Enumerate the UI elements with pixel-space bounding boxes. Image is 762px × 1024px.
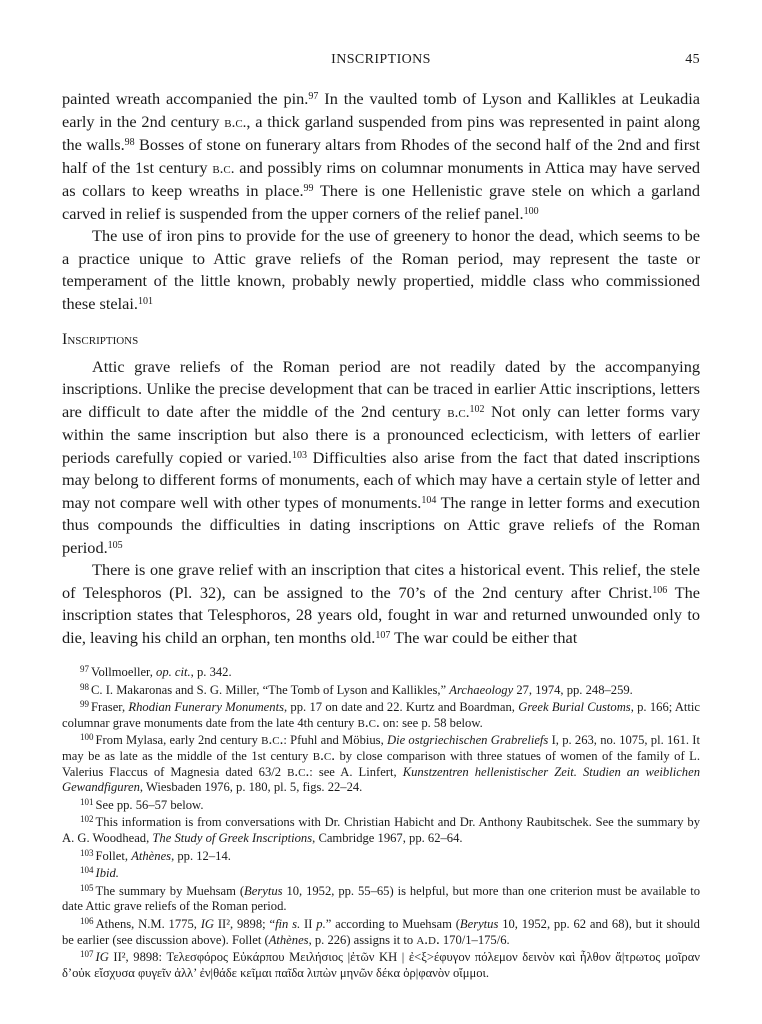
footnotes [62, 665, 700, 981]
footnote-106: $^{106}$ Athens, N.M. 1775, IG II², 9898; “fin s. II p.” according to Muehsam (Berytus 10, 1952, pp. 62 and 68), but it should be earlier (see discussion above). Follet (Athènes, p. 226) assigns it to a.d. 170/1–175/6. [62, 915, 700, 948]
footnote-ref: 103 [291, 449, 307, 461]
running-title: INSCRIPTIONS [331, 52, 431, 67]
footnote-102: $^{102}$ This information is from conversations with Dr. Christian Habicht and Dr. Anthony Raubitschek. See the summary by A. G. Woodhead, The Study of Greek Inscriptions, Cambridge 1967, pp. 62–64. [62, 814, 700, 845]
paragraph-3: Attic grave reliefs of the Roman period are not readily dated by the accompanying inscriptions. Unlike the precise development that can be traced in earlier Attic inscriptions, letters are difficult to date after the middle of the 2nd century b.c.$^{102}$ Not only can letter forms vary within the same inscription but also there is a pronounced eclecticism, with letters of earlier periods carefully copied or varied.$^{103}$ Difficulties also arise from the fact that dated inscriptions may belong to different forms of monuments, each of which may have a certain style of letter and may not compare well with other types of monuments.$^{104}$ The range in letter forms and execution thus compounds the difficulties in dating inscriptions on Attic grave reliefs of the Roman period.$^{105}$ [62, 356, 700, 557]
footnote-103: $^{103}$ Follet, Athènes, pp. 12–14. [80, 847, 231, 863]
footnote-ref: 105 [107, 539, 123, 551]
footnote-ref: 107 [375, 629, 391, 641]
footnote-ref: 100 [523, 205, 539, 217]
footnote-ref: 97 [308, 91, 319, 102]
footnote-104: $^{104}$ Ibid. [80, 865, 119, 881]
page [62, 48, 700, 983]
paragraph-2: The use of iron pins to provide for the use of greenery to honor the dead, which seems to be a practice unique to Attic grave reliefs of the Roman period, may represent the taste or temperament of the little known, probably newly propertied, middle class who commissioned these stelai.$^{101}$ [62, 226, 700, 313]
paragraph-1: painted wreath accompanied the pin.$^{97}$ In the vaulted tomb of Lyson and Kallikles at Leukadia early in the 2nd century b.c., a thick garland suspended from pins was represented in paint along the walls.$^{98}$ Bosses of stone on funerary altars from Rhodes of the second half of the 2nd and first half of the 1st century b.c. and possibly rims on columnar monuments in Attica may have served as collars to keep wreaths in place.$^{99}$ There is one Hellenistic grave stele on which a garland carved in relief is suspended from the upper corners of the relief panel.$^{100}$ [62, 89, 701, 223]
footnote-ref: 98 [124, 137, 135, 148]
body-text [62, 88, 700, 649]
footnote-ref: 106 [652, 584, 668, 596]
page-number: 45 [685, 52, 700, 67]
footnote-98: $^{98}$ C. I. Makaronas and S. G. Miller, “The Tomb of Lyson and Kallikles,” Archaeology 27, 1974, pp. 248–259. [80, 681, 633, 697]
footnote-97: $^{97}$ Vollmoeller, op. cit., p. 342. [80, 664, 232, 679]
section-heading: Inscriptions [62, 331, 139, 348]
footnote-ref: 104 [421, 494, 437, 506]
footnote-100: $^{100}$ From Mylasa, early 2nd century b.c.: Pfuhl and Möbius, Die ostgriechischen Grabreliefs I, p. 263, no. 1075, pl. 161. It may be as late as the middle of the 1st century b.c. by close comparison with three statues of women of the family of L. Valerius Flaccus of Magnesia dated 63/2 b.c.: see A. Linfert, Kunstzentren hellenistischer Zeit. Studien an weiblichen Gewandfiguren, Wiesbaden 1976, p. 180, pl. 5, figs. 22–24. [62, 732, 701, 795]
footnote-ref: 99 [303, 183, 314, 194]
footnote-105: $^{105}$ The summary by Muehsam (Berytus 10, 1952, pp. 55–65) is helpful, but more than one criterion must be available to date Attic grave reliefs of the Roman period. [62, 882, 701, 914]
footnote-ref: 102 [469, 403, 485, 415]
greek-inscription-text: Τελεσφόρος Εὐκάρπου Μειλήσιος |ἐτῶν ΚΗ | ἐ<ξ>έφυγον πόλεμον δεινὸν καὶ ἦλθον ἄ|τρωτος μοῖραν δ’οὐκ εἴσχυσα φυγεῖν ἀλλ’ ἐν|θάδε κεῖμαι παῖδα λιπὼν μηνῶν δέκα ὀρ|φανὸν οἴμμοι. [62, 950, 700, 980]
footnote-99: $^{99}$ Fraser, Rhodian Funerary Monuments, pp. 17 on date and 22. Kurtz and Boardman, Greek Burial Customs, p. 166; Attic columnar grave monuments date from the late 4th century b.c. on: see p. 58 below. [62, 699, 701, 731]
footnote-101: $^{101}$ See pp. 56–57 below. [80, 796, 204, 812]
paragraph-4: There is one grave relief with an inscription that cites a historical event. This relief, the stele of Telesphoros (Pl. 32), can be assigned to the 70’s of the 2nd century after Christ.$^{106}$ The inscription states that Telesphoros, 28 years old, fought in war and returned unwounded only to die, leaving his child an orphan, ten months old.$^{107}$ The war could be either that [62, 560, 700, 647]
footnote-107: $^{107}$ IG II², 9898: Τελεσφόρος Εὐκάρπου Μειλήσιος |ἐτῶν ΚΗ | ἐ<ξ>έφυγον πόλεμον δεινὸν καὶ ἦλθον ἄ|τρωτος μοῖραν δ’οὐκ εἴσχυσα φυγεῖν ἀλλ’ ἐν|θάδε κεῖμαι παῖδα λιπὼν μηνῶν δέκα ὀρ|φανὸν οἴμμοι. [62, 949, 700, 980]
running-head [62, 48, 700, 70]
footnote-ref: 101 [137, 295, 153, 307]
